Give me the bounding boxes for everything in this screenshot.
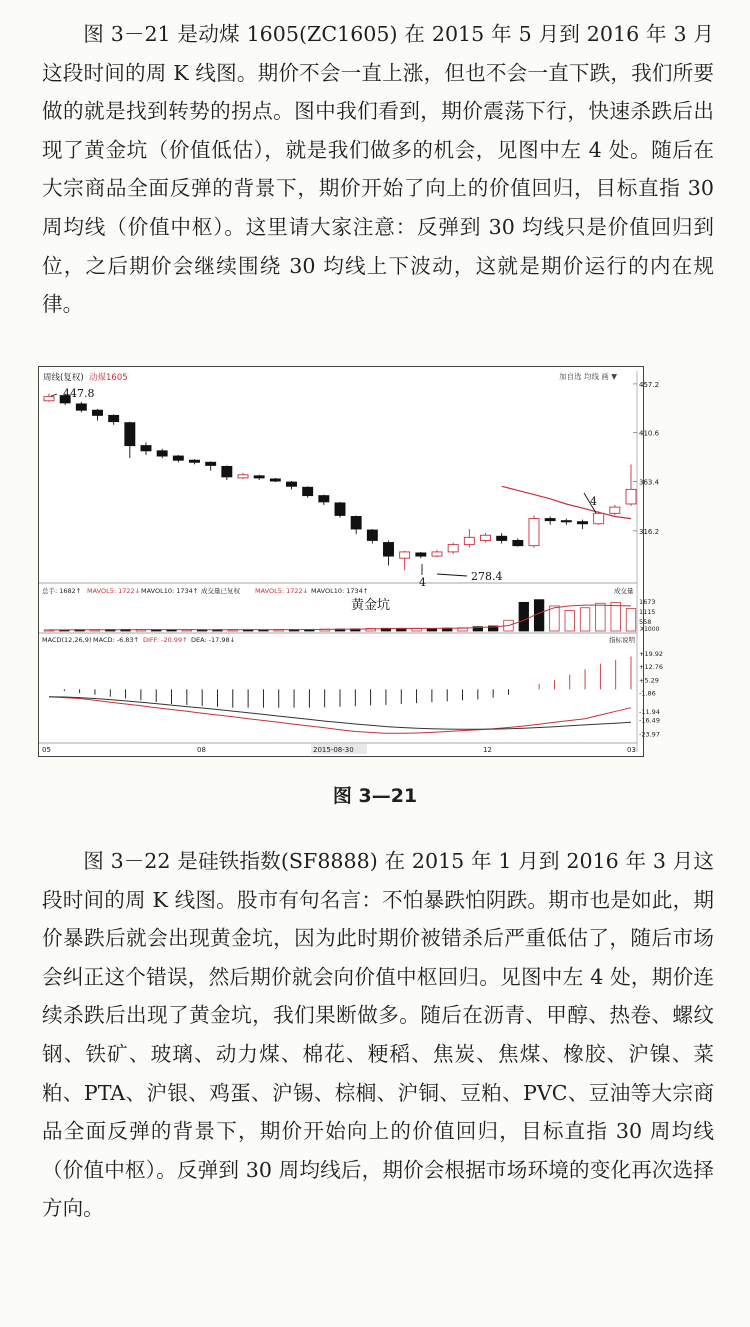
candle-body <box>125 423 135 446</box>
x-label-08: 08 <box>197 746 206 754</box>
paragraph-1: 图 3－21 是动煤 1605(ZC1605) 在 2015 年 5 月到 2016 年 3 月这段时间的周 K 线图。期价不会一直上涨，但也不会一直下跌，我们所要做的就是找到转势的拐点。图中我们看到，期价震荡下行，快速杀跌后出现了黄金坑（价值低估），就是我们做多的机会，见图中左 4 处。随后在大宗商品全面反弹的背景下，期价开始了向上的价值回归，目标直指 30 周均线（价值中枢）。这里请大家注意：反弹到 30 均线只是价值回归到位，之后期价会继续围绕 30 均线上下波动，这就是期价运行的内在规律。 <box>42 22 714 317</box>
price-tick-label: 316.2 <box>639 527 660 536</box>
candle-body <box>222 466 232 476</box>
volume-bar <box>565 610 574 631</box>
x-label-12: 12 <box>483 746 492 754</box>
macd-value: MACD: -6.83↑ <box>93 636 140 644</box>
candle-body <box>529 519 539 546</box>
price-tick-label: 457.2 <box>639 380 660 389</box>
candle-body <box>610 507 620 513</box>
x-label-05: 05 <box>42 746 51 754</box>
macd-dea: DEA: -17.98↓ <box>191 636 236 644</box>
macd-tick-label: -23.97 <box>639 730 660 739</box>
volume-bar <box>550 606 559 631</box>
candle-body <box>594 513 604 523</box>
candle-body <box>173 456 183 460</box>
vol-panel-label: 成交量 <box>614 587 634 595</box>
candle-body <box>206 462 216 465</box>
low-arrow <box>437 574 467 576</box>
symbol-label: 动煤1605 <box>89 373 128 383</box>
macd-params: MACD(12,26,9) <box>42 636 92 644</box>
candle-body <box>416 553 426 556</box>
candle-body <box>545 519 555 521</box>
candle-body <box>189 460 199 462</box>
volume-bar <box>519 602 528 631</box>
candle-body <box>513 540 523 545</box>
volume-bar <box>580 608 589 631</box>
high-arrow <box>51 394 57 396</box>
macd-tick-label: +5.29 <box>639 676 659 685</box>
price-tick-label: 363.4 <box>639 478 660 487</box>
price-tick-label: 410.6 <box>639 429 660 438</box>
candle-body <box>109 415 119 421</box>
macd-help[interactable]: 指标说明 <box>609 636 635 644</box>
candle-body <box>561 521 571 522</box>
candle-body <box>157 451 167 456</box>
candle-body <box>432 552 442 556</box>
candle-body <box>448 545 458 552</box>
candle-body <box>319 496 329 502</box>
marker-right: 4 <box>590 495 597 508</box>
kline-chart <box>38 366 664 757</box>
macd-tick-label: -16.49 <box>639 716 660 725</box>
candle-body <box>351 516 361 529</box>
candle-body <box>497 536 507 540</box>
vol-unit: X1000 <box>640 626 660 633</box>
candle-body <box>238 475 248 478</box>
candle-body <box>577 522 587 524</box>
chart-svg <box>39 367 664 756</box>
candle-body <box>626 489 636 504</box>
candle-body <box>383 543 393 557</box>
vol-total: 总手: 1682↑ <box>42 587 82 595</box>
vol-mavol10b: MAVOL10: 1734↑ <box>311 587 369 595</box>
candle-body <box>44 397 54 401</box>
macd-tick-label: -1.86 <box>639 689 656 698</box>
macd-y-ticks <box>639 650 663 738</box>
candle-body <box>335 503 345 516</box>
macd-tick-label: +19.92 <box>639 649 664 658</box>
vol-mavol5b: MAVOL5: 1722↓ <box>255 587 309 595</box>
candle-body <box>303 487 313 495</box>
candle-body <box>367 530 377 540</box>
volume-bar <box>611 602 620 631</box>
candle-body <box>254 476 264 478</box>
volume-y-ticks <box>639 598 656 626</box>
x-label-cursor: 2015-08-30 <box>313 746 354 754</box>
candle-body <box>92 410 102 415</box>
candle-body <box>76 404 86 410</box>
marker-left: 4 <box>419 576 426 589</box>
figure-caption: 图 3—21 <box>332 785 418 807</box>
paragraph-2: 图 3－22 是硅铁指数(SF8888) 在 2015 年 1 月到 2016 年 3 月这段时间的周 K 线图。股市有句名言：不怕暴跌怕阴跌。期市也是如此，期价暴跌后就会出现黄金坑，因为此时期价被错杀后严重低估了，随后市场会纠正这个错误，然后期价就会向价值中枢回归。见图中左 4 处，期价连续杀跌后出现了黄金坑，我们果断做多。随后在沥青、甲醇、热卷、螺纹钢、铁矿、玻璃、动力煤、棉花、粳稻、焦炭、焦煤、橡胶、沪镍、菜粕、PTA、沪银、鸡蛋、沪锡、棕榈、沪铜、豆粕、PVC、豆油等大宗商品全面反弹的背景下，期价开始向上的价值回归，目标直指 30 周均线（价值中枢）。反弹到 30 周均线后，期价会根据市场环境的变化再次选择方向。 <box>42 849 714 1221</box>
volume-bars <box>44 600 635 631</box>
macd-tick-label: +12.76 <box>639 662 664 671</box>
volume-tick-label: 558 <box>639 618 652 627</box>
volume-tick-label: 1115 <box>639 608 656 617</box>
candle-body <box>286 482 296 486</box>
volume-bar <box>534 600 543 631</box>
volume-tick-label: 1673 <box>639 598 656 607</box>
candles <box>44 394 636 571</box>
high-value: 447.8 <box>63 387 95 400</box>
candle-body <box>480 535 490 540</box>
golden-pit-label: 黄金坑 <box>351 598 391 613</box>
vol-mavol10: MAVOL10: 1734↑ <box>141 587 199 595</box>
vol-mavol5: MAVOL5: 1722↓ <box>87 587 141 595</box>
x-label-03: 03 <box>627 746 636 754</box>
candle-body <box>464 537 474 544</box>
period-label: 周线(复权) <box>43 373 84 383</box>
candle-body <box>400 552 410 558</box>
toolbar-right[interactable]: 加自选 均线 画 ▼ <box>559 372 617 381</box>
volume-bar <box>596 603 605 631</box>
candle-body <box>141 446 151 451</box>
volume-bar <box>626 609 635 631</box>
macd-histogram <box>49 656 631 707</box>
candle-body <box>270 479 280 481</box>
low-value: 278.4 <box>471 570 503 583</box>
macd-diff: DIFF: -20.99↑ <box>143 636 188 644</box>
macd-tick-label: -11.94 <box>639 708 660 717</box>
vol-sum-label: 成交量已复权 <box>201 587 240 595</box>
